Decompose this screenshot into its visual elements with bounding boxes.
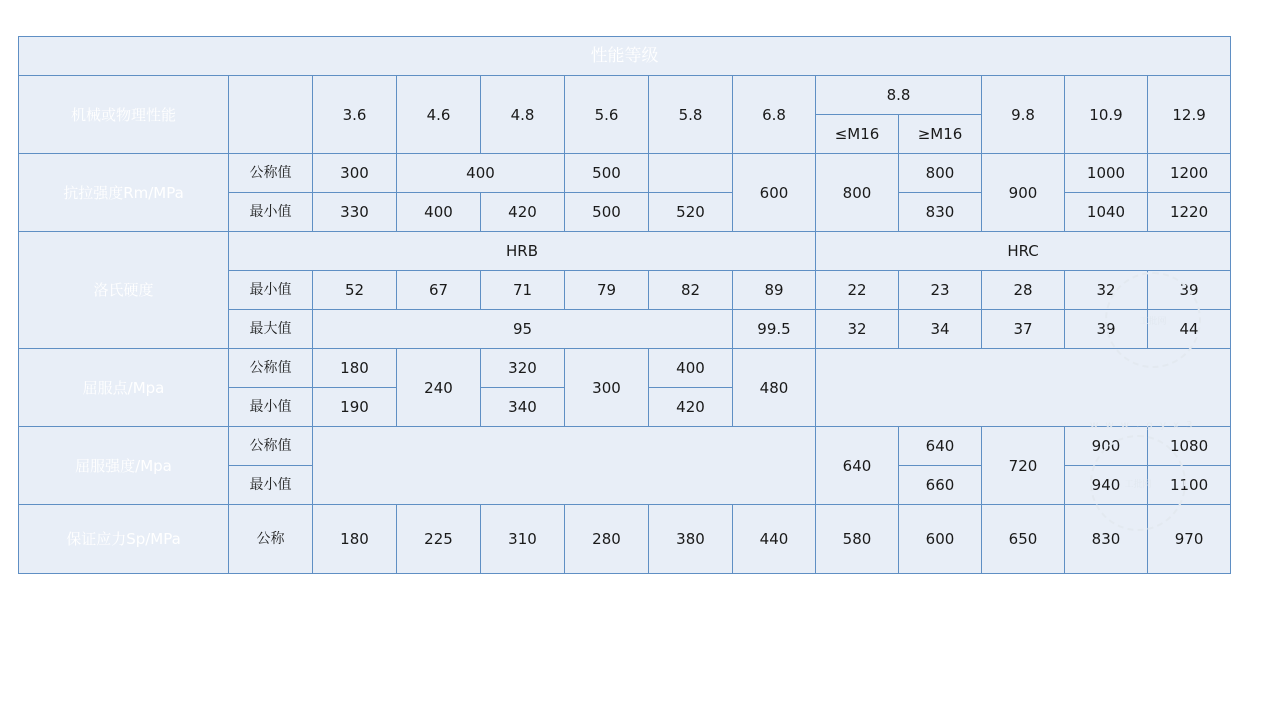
proof-stress-5-8: 380 xyxy=(649,505,733,574)
rockwell-minimum-label: 最小值 xyxy=(229,271,313,310)
yield-strength-nominal-8-8-ge-m16: 640 xyxy=(899,427,982,466)
yield-strength-8-8-le-m16: 640 xyxy=(816,427,899,505)
rockwell-min-8-8-ge-m16: 23 xyxy=(899,271,982,310)
rockwell-min-4-8: 71 xyxy=(481,271,565,310)
row-label-tensile: 抗拉强度Rm/MPa xyxy=(19,154,229,232)
table-title-row xyxy=(19,37,1231,76)
tensile-nominal-8-8-ge-m16: 800 xyxy=(899,154,982,193)
proof-stress-8-8-le-m16: 580 xyxy=(816,505,899,574)
grade-4-8: 4.8 xyxy=(481,76,565,154)
row-label-rockwell: 洛氏硬度 xyxy=(19,232,229,349)
rockwell-max-9-8: 37 xyxy=(982,310,1065,349)
grade-8-8-le-m16: ≤M16 xyxy=(816,115,899,154)
rockwell-max-10-9: 39 xyxy=(1065,310,1148,349)
rockwell-max-6-8: 99.5 xyxy=(733,310,816,349)
performance-grade-table xyxy=(18,36,1231,574)
proof-stress-10-9: 830 xyxy=(1065,505,1148,574)
yield-point-5-6: 300 xyxy=(565,349,649,427)
grade-5-8: 5.8 xyxy=(649,76,733,154)
tensile-min-5-8: 520 xyxy=(649,193,733,232)
tensile-min-3-6: 330 xyxy=(313,193,397,232)
proof-stress-3-6: 180 xyxy=(313,505,397,574)
grade-5-6: 5.6 xyxy=(565,76,649,154)
proof-stress-8-8-ge-m16: 600 xyxy=(899,505,982,574)
rockwell-scale-hrb: HRB xyxy=(229,232,816,271)
yield-point-min-3-6: 190 xyxy=(313,388,397,427)
rockwell-max-8-8-le-m16: 32 xyxy=(816,310,899,349)
yield-point-4-6: 240 xyxy=(397,349,481,427)
yield-strength-nominal-12-9: 1080 xyxy=(1148,427,1231,466)
tensile-min-12-9: 1220 xyxy=(1148,193,1231,232)
tensile-nominal-12-9: 1200 xyxy=(1148,154,1231,193)
rockwell-min-6-8: 89 xyxy=(733,271,816,310)
header-property-label: 机械或物理性能 xyxy=(19,76,229,154)
grade-4-6: 4.6 xyxy=(397,76,481,154)
tensile-nominal-5-6: 500 xyxy=(565,154,649,193)
row-rockwell-scale xyxy=(19,232,1231,271)
rockwell-max-8-8-ge-m16: 34 xyxy=(899,310,982,349)
grade-8-8: 8.8 xyxy=(816,76,982,115)
header-spacer-cell xyxy=(229,76,313,154)
tensile-9-8: 900 xyxy=(982,154,1065,232)
tensile-nominal-4-6-4-8: 400 xyxy=(397,154,565,193)
yield-point-nominal-5-8: 400 xyxy=(649,349,733,388)
yield-strength-empty-region xyxy=(313,427,816,505)
yield-point-nominal-3-6: 180 xyxy=(313,349,397,388)
rockwell-max-3-6-to-5-8: 95 xyxy=(313,310,733,349)
tensile-min-4-6: 400 xyxy=(397,193,481,232)
yield-point-empty-region xyxy=(816,349,1231,427)
proof-stress-4-6: 225 xyxy=(397,505,481,574)
yield-point-nominal-4-8: 320 xyxy=(481,349,565,388)
yield-strength-nominal-label: 公称值 xyxy=(229,427,313,466)
rockwell-min-9-8: 28 xyxy=(982,271,1065,310)
rockwell-scale-hrc: HRC xyxy=(816,232,1231,271)
yield-strength-9-8: 720 xyxy=(982,427,1065,505)
row-label-yield-point: 屈服点/Mpa xyxy=(19,349,229,427)
grade-9-8: 9.8 xyxy=(982,76,1065,154)
proof-stress-6-8: 440 xyxy=(733,505,816,574)
tensile-min-4-8: 420 xyxy=(481,193,565,232)
proof-stress-4-8: 310 xyxy=(481,505,565,574)
tensile-min-10-9: 1040 xyxy=(1065,193,1148,232)
tensile-min-5-6: 500 xyxy=(565,193,649,232)
rockwell-min-5-8: 82 xyxy=(649,271,733,310)
proof-stress-nominal-label: 公称 xyxy=(229,505,313,574)
proof-stress-12-9: 970 xyxy=(1148,505,1231,574)
watermark-url-text: w w w . g y x 3 xyxy=(1090,420,1195,431)
proof-stress-5-6: 280 xyxy=(565,505,649,574)
row-tensile-nominal xyxy=(19,154,1231,193)
rockwell-min-8-8-le-m16: 22 xyxy=(816,271,899,310)
yield-point-6-8: 480 xyxy=(733,349,816,427)
row-yield-strength-nominal xyxy=(19,427,1231,466)
rockwell-min-12-9: 39 xyxy=(1148,271,1231,310)
grade-8-8-ge-m16: ≥M16 xyxy=(899,115,982,154)
grade-12-9: 12.9 xyxy=(1148,76,1231,154)
watermark-badge-label-2: 工批网 xyxy=(1124,479,1152,490)
yield-strength-minimum-label: 最小值 xyxy=(229,466,313,505)
table-header-row-1 xyxy=(19,76,1231,115)
row-yield-point-nominal xyxy=(19,349,1231,388)
row-label-yield-strength: 屈服强度/Mpa xyxy=(19,427,229,505)
yield-strength-nominal-10-9: 900 xyxy=(1065,427,1148,466)
watermark-badge-label-1: 工批网 xyxy=(1139,316,1167,327)
yield-strength-min-12-9: 1100 xyxy=(1148,466,1231,505)
rockwell-maximum-label: 最大值 xyxy=(229,310,313,349)
rockwell-min-3-6: 52 xyxy=(313,271,397,310)
rockwell-min-5-6: 79 xyxy=(565,271,649,310)
rockwell-min-10-9: 32 xyxy=(1065,271,1148,310)
tensile-nominal-label: 公称值 xyxy=(229,154,313,193)
table-title: 性能等级 xyxy=(19,37,1231,76)
yield-point-min-5-8: 420 xyxy=(649,388,733,427)
tensile-nominal-5-8-empty xyxy=(649,154,733,193)
tensile-minimum-label: 最小值 xyxy=(229,193,313,232)
tensile-nominal-10-9: 1000 xyxy=(1065,154,1148,193)
yield-point-nominal-label: 公称值 xyxy=(229,349,313,388)
tensile-nominal-3-6: 300 xyxy=(313,154,397,193)
grade-3-6: 3.6 xyxy=(313,76,397,154)
yield-strength-min-10-9: 940 xyxy=(1065,466,1148,505)
yield-strength-min-8-8-ge-m16: 660 xyxy=(899,466,982,505)
tensile-8-8-le-m16: 800 xyxy=(816,154,899,232)
row-proof-stress xyxy=(19,505,1231,574)
grade-10-9: 10.9 xyxy=(1065,76,1148,154)
yield-point-min-4-8: 340 xyxy=(481,388,565,427)
tensile-min-8-8-ge-m16: 830 xyxy=(899,193,982,232)
yield-point-minimum-label: 最小值 xyxy=(229,388,313,427)
row-label-proof-stress: 保证应力Sp/MPa xyxy=(19,505,229,574)
tensile-6-8: 600 xyxy=(733,154,816,232)
grade-6-8: 6.8 xyxy=(733,76,816,154)
rockwell-max-12-9: 44 xyxy=(1148,310,1231,349)
proof-stress-9-8: 650 xyxy=(982,505,1065,574)
rockwell-min-4-6: 67 xyxy=(397,271,481,310)
